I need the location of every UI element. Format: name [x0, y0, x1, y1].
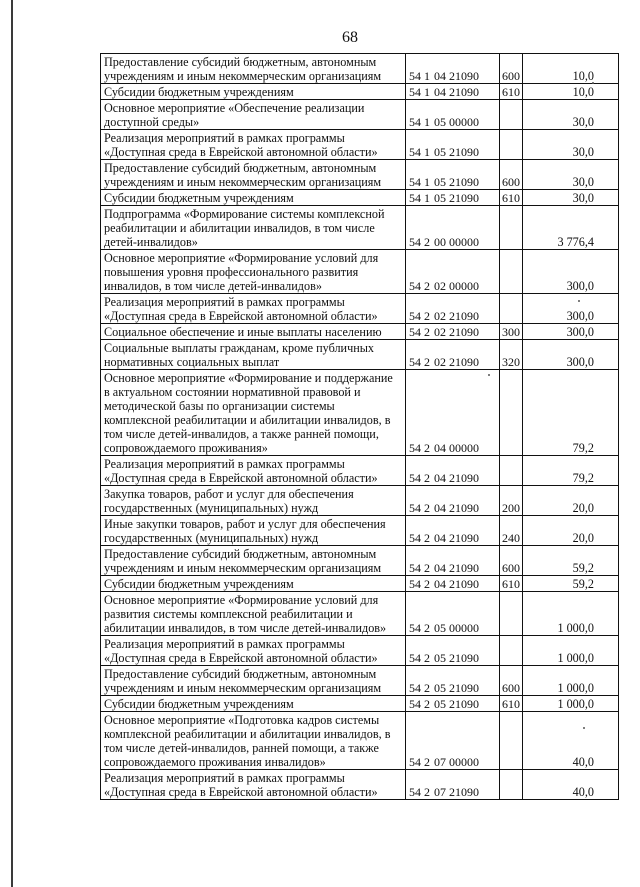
- table-row: [101, 712, 619, 770]
- table-row: [101, 456, 619, 486]
- code-part: 1: [424, 115, 430, 129]
- target-article-code-cell: [406, 340, 500, 370]
- code-part: 54: [409, 115, 421, 129]
- code-part: 07: [434, 755, 446, 769]
- code-part: 04: [434, 69, 446, 83]
- table-row: [101, 160, 619, 190]
- target-article-code-cell: [406, 636, 500, 666]
- code-part: 2: [424, 561, 430, 575]
- row-name-line: Подпрограмма «Формирование системы комплексной: [104, 207, 385, 221]
- row-name-line: «Доступная среда в Еврейской автономной области»: [104, 651, 378, 665]
- row-name-line: детей-инвалидов»: [104, 235, 198, 249]
- code-part: 05: [434, 697, 446, 711]
- row-name-line: Субсидии бюджетным учреждениям: [104, 697, 294, 711]
- amount-cell: 20,0: [523, 486, 619, 516]
- row-name-cell: [101, 592, 406, 636]
- row-name-line: сопровождаемого проживания»: [104, 441, 268, 455]
- budget-allocation-table: [100, 53, 619, 800]
- code-part: 54: [409, 175, 421, 189]
- code-part: 00000: [449, 235, 479, 249]
- code-part: 21090: [449, 191, 479, 205]
- target-article-code-cell: [406, 54, 500, 84]
- code-part: 1: [424, 85, 430, 99]
- target-article-code-cell: [406, 130, 500, 160]
- code-part: 05: [434, 651, 446, 665]
- table-row: [101, 696, 619, 712]
- target-article-code-cell: [406, 100, 500, 130]
- code-part: 2: [424, 279, 430, 293]
- expense-type-cell: 600: [500, 666, 523, 696]
- code-part: 00000: [449, 115, 479, 129]
- table-row: [101, 190, 619, 206]
- amount-cell: 300,0: [523, 340, 619, 370]
- expense-type-cell: [500, 250, 523, 294]
- table-row: [101, 250, 619, 294]
- code-part: 2: [424, 355, 430, 369]
- code-part: 21090: [449, 85, 479, 99]
- table-row: [101, 206, 619, 250]
- code-part: 02: [434, 279, 446, 293]
- expense-type-cell: [500, 206, 523, 250]
- code-part: 05: [434, 145, 446, 159]
- row-name-line: в актуальном состоянии нормативной правовой и: [104, 385, 361, 399]
- row-name-line: Основное мероприятие «Формирование условий для: [104, 593, 379, 607]
- row-name-line: реабилитации и абилитации инвалидов, в том числе: [104, 221, 375, 235]
- amount-cell: 59,2: [523, 546, 619, 576]
- scan-speck: [578, 300, 580, 302]
- amount-cell: 1 000,0: [523, 592, 619, 636]
- code-part: 05: [434, 115, 446, 129]
- code-part: 54: [409, 471, 421, 485]
- code-part: 00: [434, 235, 446, 249]
- code-part: 54: [409, 355, 421, 369]
- row-name-cell: [101, 130, 406, 160]
- expense-type-cell: [500, 370, 523, 456]
- code-part: 54: [409, 279, 421, 293]
- code-part: 21090: [449, 145, 479, 159]
- amount-cell: 300,0: [523, 294, 619, 324]
- code-part: 54: [409, 577, 421, 591]
- amount-cell: 79,2: [523, 456, 619, 486]
- expense-type-cell: 600: [500, 54, 523, 84]
- code-part: 54: [409, 85, 421, 99]
- row-name-line: учреждениям и иным некоммерческим организациям: [104, 561, 382, 575]
- code-part: 2: [424, 785, 430, 799]
- amount-cell: 300,0: [523, 250, 619, 294]
- code-part: 2: [424, 651, 430, 665]
- row-name-line: нормативных социальных выплат: [104, 355, 280, 369]
- code-part: 21090: [449, 325, 479, 339]
- table-row: [101, 54, 619, 84]
- expense-type-cell: [500, 130, 523, 160]
- row-name-cell: [101, 250, 406, 294]
- target-article-code-cell: [406, 456, 500, 486]
- row-name-cell: [101, 100, 406, 130]
- code-part: 04: [434, 441, 446, 455]
- expense-type-cell: [500, 592, 523, 636]
- amount-cell: 20,0: [523, 516, 619, 546]
- code-part: 1: [424, 175, 430, 189]
- expense-type-cell: 200: [500, 486, 523, 516]
- amount-cell: 10,0: [523, 54, 619, 84]
- target-article-code-cell: [406, 576, 500, 592]
- target-article-code-cell: [406, 592, 500, 636]
- target-article-code-cell: [406, 294, 500, 324]
- row-name-cell: [101, 666, 406, 696]
- target-article-code-cell: [406, 696, 500, 712]
- row-name-line: инвалидов, в том числе детей-инвалидов»: [104, 279, 322, 293]
- row-name-cell: [101, 160, 406, 190]
- row-name-line: учреждениям и иным некоммерческим организациям: [104, 681, 382, 695]
- code-part: 54: [409, 69, 421, 83]
- code-part: 21090: [449, 785, 479, 799]
- row-name-line: Субсидии бюджетным учреждениям: [104, 577, 294, 591]
- row-name-line: сопровождаемого проживания инвалидов»: [104, 755, 326, 769]
- code-part: 04: [434, 561, 446, 575]
- row-name-line: Реализация мероприятий в рамках программы: [104, 131, 345, 145]
- row-name-line: Социальные выплаты гражданам, кроме публичных: [104, 341, 374, 355]
- row-name-cell: [101, 370, 406, 456]
- expense-type-cell: 610: [500, 190, 523, 206]
- table-row: [101, 516, 619, 546]
- code-part: 54: [409, 325, 421, 339]
- row-name-line: Реализация мероприятий в рамках программы: [104, 457, 345, 471]
- target-article-code-cell: [406, 190, 500, 206]
- amount-cell: 59,2: [523, 576, 619, 592]
- row-name-line: государственных (муниципальных) нужд: [104, 531, 319, 545]
- code-part: 04: [434, 471, 446, 485]
- row-name-line: Социальное обеспечение и иные выплаты населению: [104, 325, 382, 339]
- table-row: [101, 340, 619, 370]
- expense-type-cell: [500, 100, 523, 130]
- expense-type-cell: [500, 456, 523, 486]
- amount-cell: 300,0: [523, 324, 619, 340]
- row-name-cell: [101, 54, 406, 84]
- code-part: 2: [424, 531, 430, 545]
- amount-cell: 79,2: [523, 370, 619, 456]
- page-number: 68: [342, 29, 358, 46]
- table-row: [101, 486, 619, 516]
- expense-type-cell: [500, 636, 523, 666]
- code-part: 21090: [449, 697, 479, 711]
- row-name-line: Основное мероприятие «Формирование и поддержание: [104, 371, 393, 385]
- target-article-code-cell: [406, 250, 500, 294]
- code-part: 05: [434, 621, 446, 635]
- expense-type-cell: 610: [500, 84, 523, 100]
- row-name-line: комплексной реабилитации и абилитации инвалидов, в: [104, 727, 391, 741]
- code-part: 1: [424, 191, 430, 205]
- code-part: 54: [409, 441, 421, 455]
- code-part: 07: [434, 785, 446, 799]
- target-article-code-cell: [406, 486, 500, 516]
- expense-type-cell: 240: [500, 516, 523, 546]
- expense-type-cell: 600: [500, 546, 523, 576]
- code-part: 54: [409, 681, 421, 695]
- expense-type-cell: 320: [500, 340, 523, 370]
- row-name-line: «Доступная среда в Еврейской автономной области»: [104, 145, 378, 159]
- code-part: 21090: [449, 501, 479, 515]
- amount-cell: 1 000,0: [523, 696, 619, 712]
- expense-type-cell: [500, 712, 523, 770]
- row-name-cell: [101, 696, 406, 712]
- amount-cell: 10,0: [523, 84, 619, 100]
- target-article-code-cell: [406, 324, 500, 340]
- scan-left-edge: [11, 0, 13, 887]
- row-name-line: повышения уровня профессионального развития: [104, 265, 359, 279]
- row-name-line: «Доступная среда в Еврейской автономной области»: [104, 471, 378, 485]
- code-part: 54: [409, 755, 421, 769]
- code-part: 54: [409, 309, 421, 323]
- code-part: 21090: [449, 651, 479, 665]
- table-row: [101, 100, 619, 130]
- target-article-code-cell: [406, 712, 500, 770]
- target-article-code-cell: [406, 516, 500, 546]
- row-name-cell: [101, 190, 406, 206]
- code-part: 05: [434, 681, 446, 695]
- row-name-line: Основное мероприятие «Обеспечение реализации: [104, 101, 365, 115]
- row-name-line: Предоставление субсидий бюджетным, автономным: [104, 55, 377, 69]
- code-part: 54: [409, 651, 421, 665]
- code-part: 04: [434, 501, 446, 515]
- scan-speck: [592, 82, 594, 84]
- code-part: 21090: [449, 175, 479, 189]
- code-part: 21090: [449, 69, 479, 83]
- amount-cell: 40,0: [523, 712, 619, 770]
- code-part: 1: [424, 145, 430, 159]
- row-name-cell: [101, 206, 406, 250]
- code-part: 2: [424, 501, 430, 515]
- code-part: 21090: [449, 309, 479, 323]
- row-name-line: Основное мероприятие «Формирование условий для: [104, 251, 379, 265]
- table-row: [101, 84, 619, 100]
- row-name-cell: [101, 516, 406, 546]
- code-part: 2: [424, 471, 430, 485]
- code-part: 2: [424, 441, 430, 455]
- code-part: 54: [409, 697, 421, 711]
- expense-type-cell: 300: [500, 324, 523, 340]
- row-name-line: государственных (муниципальных) нужд: [104, 501, 319, 515]
- code-part: 54: [409, 531, 421, 545]
- row-name-line: Закупка товаров, работ и услуг для обеспечения: [104, 487, 354, 501]
- table-row: [101, 770, 619, 800]
- code-part: 54: [409, 191, 421, 205]
- expense-type-cell: 610: [500, 576, 523, 592]
- code-part: 21090: [449, 681, 479, 695]
- code-part: 00000: [449, 441, 479, 455]
- scan-speck: [583, 727, 585, 729]
- row-name-cell: [101, 712, 406, 770]
- row-name-cell: [101, 770, 406, 800]
- code-part: 04: [434, 577, 446, 591]
- target-article-code-cell: [406, 206, 500, 250]
- code-part: 00000: [449, 279, 479, 293]
- row-name-cell: [101, 456, 406, 486]
- table-row: [101, 636, 619, 666]
- amount-cell: 40,0: [523, 770, 619, 800]
- row-name-cell: [101, 546, 406, 576]
- table-row: [101, 294, 619, 324]
- row-name-line: Субсидии бюджетным учреждениям: [104, 85, 294, 99]
- code-part: 00000: [449, 621, 479, 635]
- code-part: 54: [409, 785, 421, 799]
- code-part: 2: [424, 697, 430, 711]
- code-part: 2: [424, 577, 430, 591]
- row-name-line: абилитации инвалидов, в том числе детей-инвалидов»: [104, 621, 387, 635]
- target-article-code-cell: [406, 370, 500, 456]
- amount-cell: 1 000,0: [523, 636, 619, 666]
- code-part: 54: [409, 561, 421, 575]
- amount-cell: 30,0: [523, 130, 619, 160]
- table-row: [101, 666, 619, 696]
- target-article-code-cell: [406, 666, 500, 696]
- row-name-line: «Доступная среда в Еврейской автономной области»: [104, 309, 378, 323]
- row-name-line: Реализация мероприятий в рамках программы: [104, 771, 345, 785]
- expense-type-cell: 600: [500, 160, 523, 190]
- code-part: 2: [424, 325, 430, 339]
- amount-cell: 30,0: [523, 100, 619, 130]
- target-article-code-cell: [406, 546, 500, 576]
- row-name-line: том числе детей-инвалидов, а также ранней помощи,: [104, 427, 379, 441]
- row-name-line: «Доступная среда в Еврейской автономной области»: [104, 785, 378, 799]
- row-name-line: учреждениям и иным некоммерческим организациям: [104, 69, 382, 83]
- table-row: [101, 324, 619, 340]
- expense-type-cell: [500, 770, 523, 800]
- row-name-line: Реализация мероприятий в рамках программы: [104, 295, 345, 309]
- row-name-cell: [101, 576, 406, 592]
- code-part: 2: [424, 755, 430, 769]
- code-part: 04: [434, 531, 446, 545]
- code-part: 1: [424, 69, 430, 83]
- scan-speck: [488, 374, 490, 376]
- amount-cell: 30,0: [523, 160, 619, 190]
- code-part: 21090: [449, 577, 479, 591]
- code-part: 02: [434, 309, 446, 323]
- code-part: 02: [434, 355, 446, 369]
- amount-cell: 30,0: [523, 190, 619, 206]
- code-part: 54: [409, 621, 421, 635]
- row-name-line: доступной среды»: [104, 115, 200, 129]
- target-article-code-cell: [406, 770, 500, 800]
- target-article-code-cell: [406, 160, 500, 190]
- code-part: 2: [424, 235, 430, 249]
- code-part: 04: [434, 85, 446, 99]
- row-name-line: Иные закупки товаров, работ и услуг для обеспечения: [104, 517, 386, 531]
- code-part: 00000: [449, 755, 479, 769]
- amount-cell: 3 776,4: [523, 206, 619, 250]
- code-part: 21090: [449, 471, 479, 485]
- code-part: 05: [434, 175, 446, 189]
- code-part: 21090: [449, 561, 479, 575]
- row-name-line: Предоставление субсидий бюджетным, автономным: [104, 667, 377, 681]
- code-part: 2: [424, 309, 430, 323]
- row-name-line: комплексной реабилитации и абилитации инвалидов, в: [104, 413, 391, 427]
- table-row: [101, 576, 619, 592]
- code-part: 05: [434, 191, 446, 205]
- row-name-cell: [101, 294, 406, 324]
- row-name-line: Предоставление субсидий бюджетным, автономным: [104, 161, 377, 175]
- row-name-cell: [101, 84, 406, 100]
- row-name-cell: [101, 340, 406, 370]
- row-name-line: учреждениям и иным некоммерческим организациям: [104, 175, 382, 189]
- row-name-line: Субсидии бюджетным учреждениям: [104, 191, 294, 205]
- row-name-line: развития системы комплексной реабилитации и: [104, 607, 353, 621]
- code-part: 02: [434, 325, 446, 339]
- row-name-line: Реализация мероприятий в рамках программы: [104, 637, 345, 651]
- amount-cell: 1 000,0: [523, 666, 619, 696]
- code-part: 54: [409, 235, 421, 249]
- code-part: 2: [424, 681, 430, 695]
- target-article-code-cell: [406, 84, 500, 100]
- table-row: [101, 592, 619, 636]
- table-row: [101, 370, 619, 456]
- row-name-line: том числе детей-инвалидов, ранней помощи, а также: [104, 741, 379, 755]
- code-part: 54: [409, 145, 421, 159]
- code-part: 21090: [449, 531, 479, 545]
- row-name-cell: [101, 636, 406, 666]
- expense-type-cell: [500, 294, 523, 324]
- row-name-cell: [101, 324, 406, 340]
- table-row: [101, 130, 619, 160]
- row-name-line: Предоставление субсидий бюджетным, автономным: [104, 547, 377, 561]
- table-row: [101, 546, 619, 576]
- row-name-cell: [101, 486, 406, 516]
- row-name-line: методической базы по организации системы: [104, 399, 335, 413]
- expense-type-cell: 610: [500, 696, 523, 712]
- code-part: 2: [424, 621, 430, 635]
- code-part: 54: [409, 501, 421, 515]
- table-body: [101, 54, 619, 800]
- code-part: 21090: [449, 355, 479, 369]
- row-name-line: Основное мероприятие «Подготовка кадров системы: [104, 713, 380, 727]
